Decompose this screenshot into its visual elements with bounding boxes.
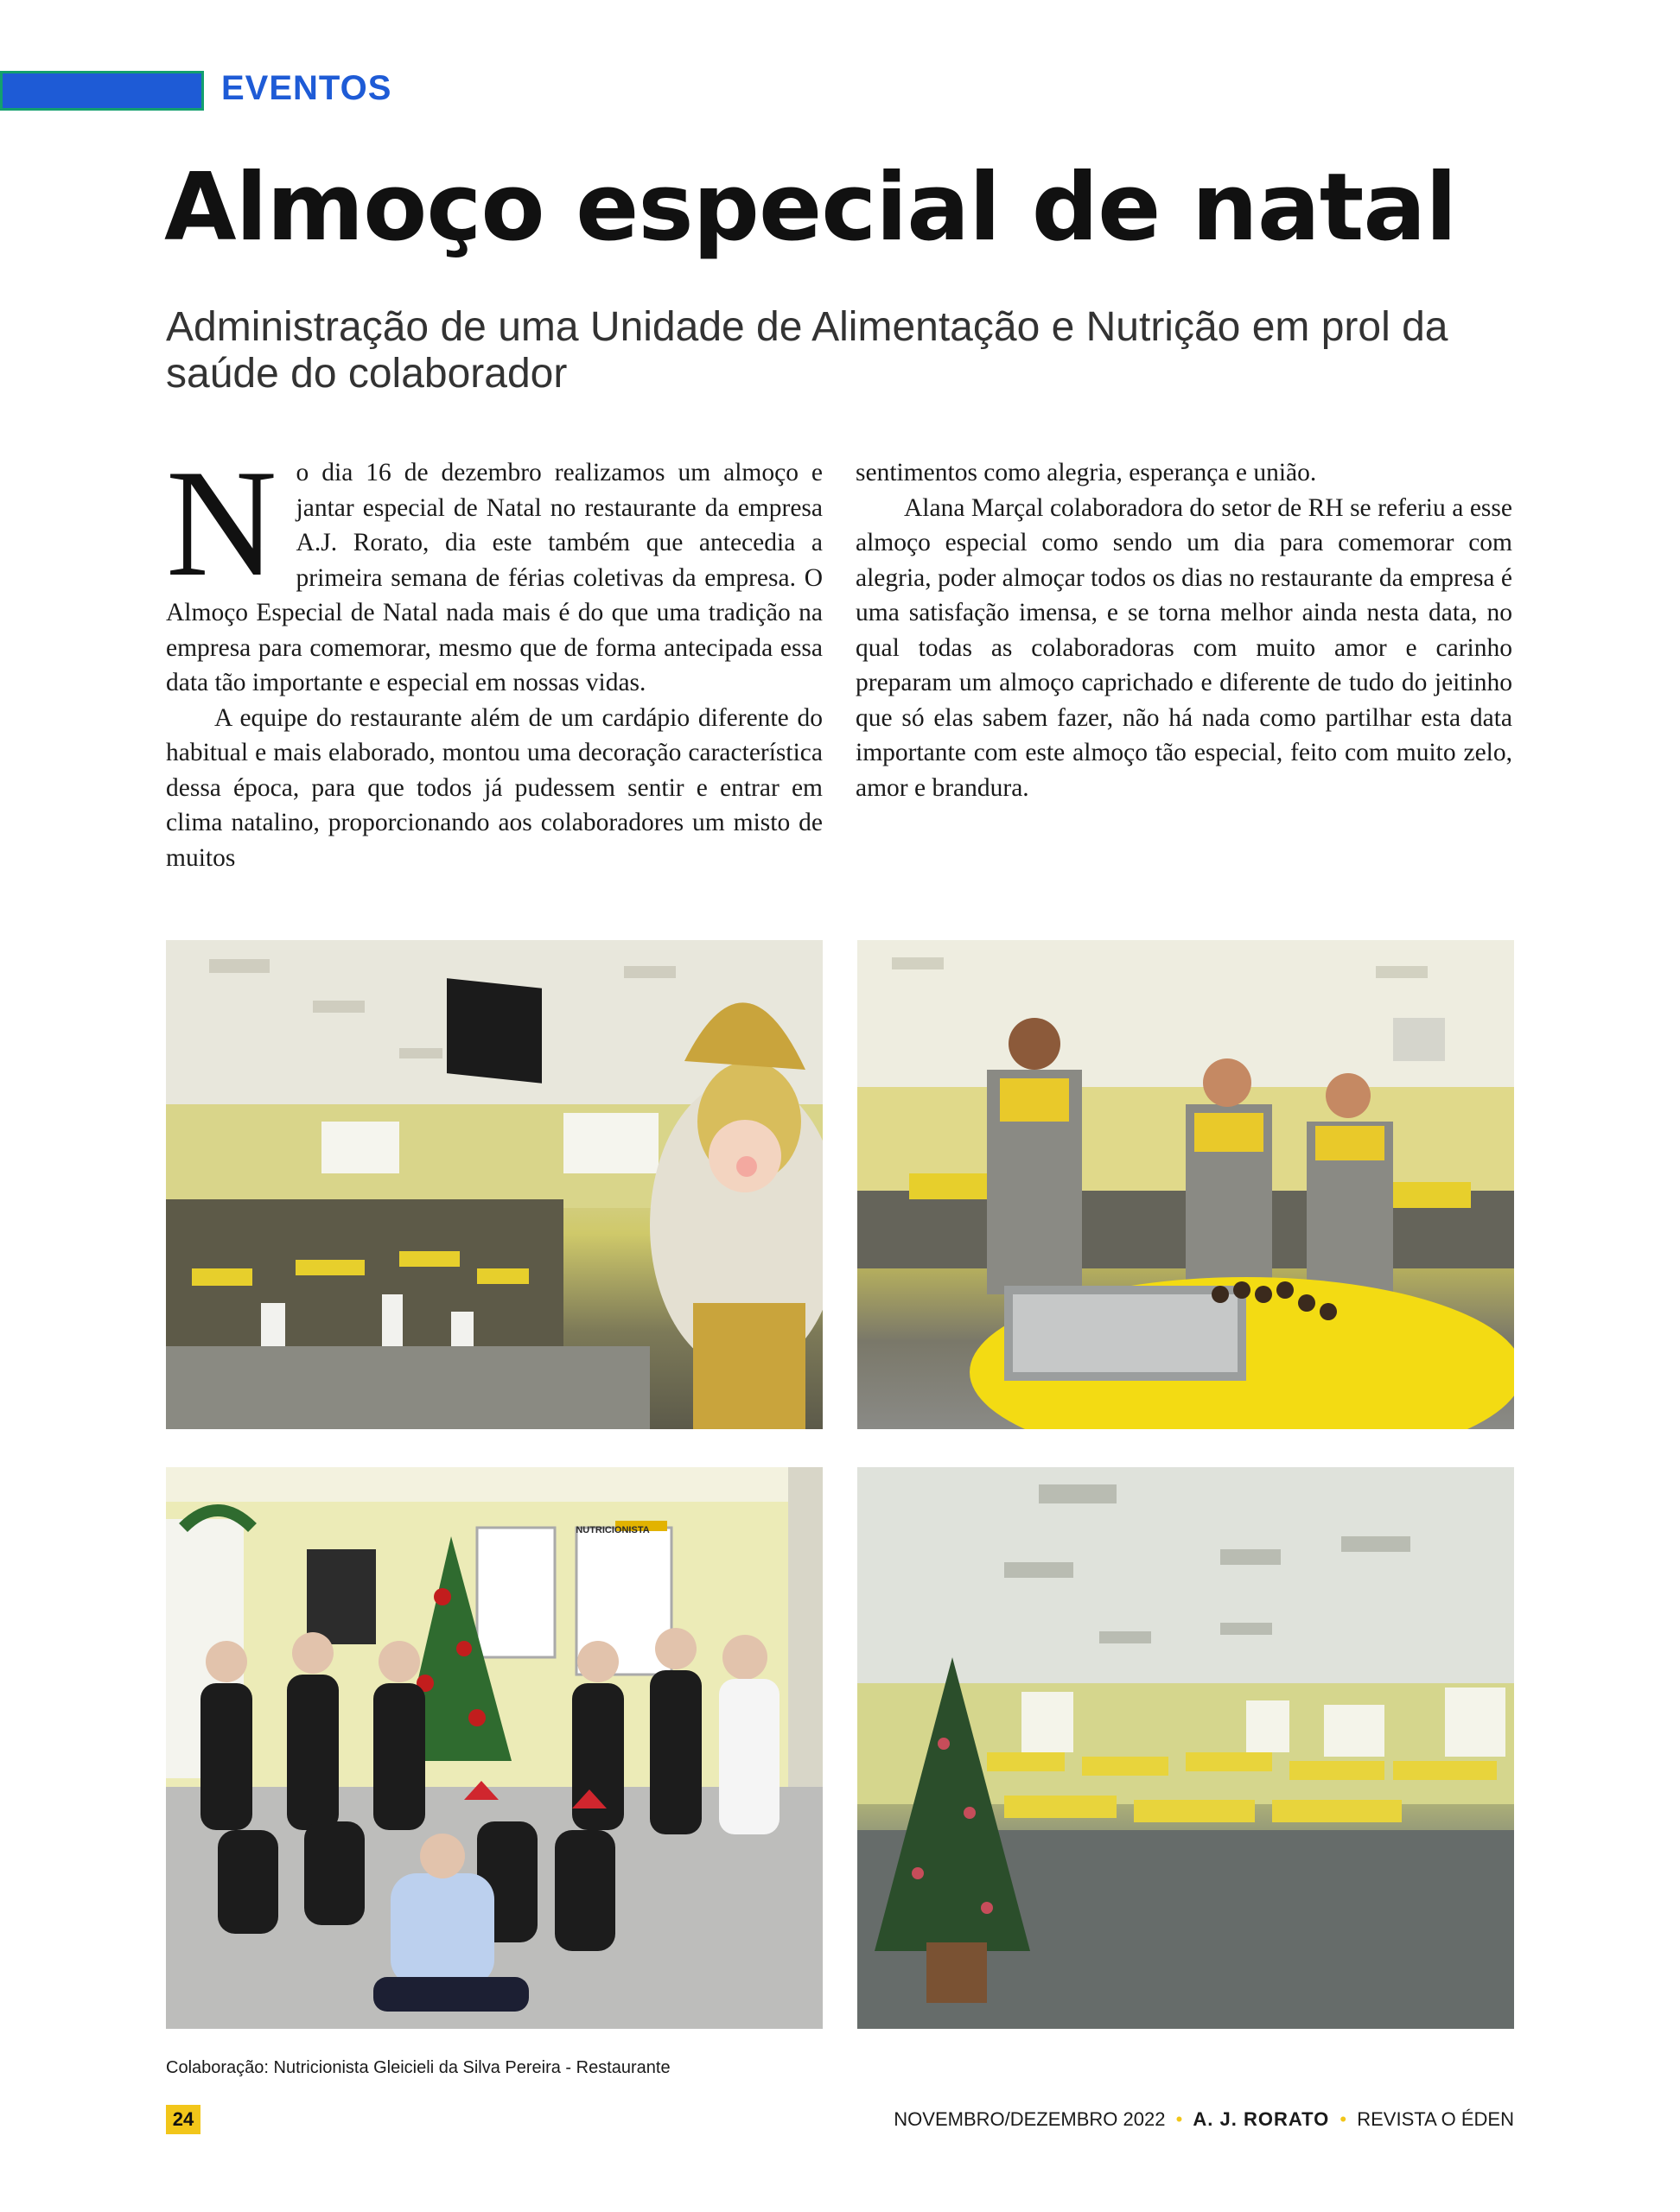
section-color-bar bbox=[0, 71, 204, 111]
paragraph-text: o dia 16 de dezembro realizamos um almoço e jantar especial de Natal no restaurante da empresa A.J. Rorato, dia este também que antecedia a primeira semana de férias coletivas da empresa. O Almoço Especial de Natal nada mais é do que uma tradição na empresa para comemorar, mesmo que de forma antecipada essa data tão importante e especial em nossas vidas. bbox=[166, 459, 823, 696]
article-title: Almoço especial de natal bbox=[164, 154, 1457, 262]
page-number: 24 bbox=[166, 2105, 200, 2134]
article-paragraph bbox=[166, 437, 823, 701]
article-subtitle: Administração de uma Unidade de Alimentação e Nutrição em prol da saúde do colaborador bbox=[166, 304, 1448, 397]
article-paragraph: A equipe do restaurante além de um cardápio diferente do habitual e mais elaborado, montou uma decoração característica dessa época, para que todos já pudessem sentir e entrar em clima natalino, proporcionando aos colaboradores um misto de muitos bbox=[166, 703, 823, 872]
photo-illustration bbox=[857, 1467, 1514, 2029]
photo-illustration bbox=[166, 1467, 823, 2029]
photo-empty-hall-tree bbox=[857, 1467, 1514, 2029]
photo-illustration bbox=[166, 940, 823, 1429]
photo-caption: Colaboração: Nutricionista Gleicieli da Silva Pereira - Restaurante bbox=[166, 2058, 671, 2077]
page-footer bbox=[894, 2108, 1514, 2131]
separator-dot: • bbox=[1340, 2108, 1347, 2130]
article-column-left bbox=[166, 437, 823, 875]
company-name: A. J. RORATO bbox=[1193, 2108, 1330, 2130]
issue-date: NOVEMBRO/DEZEMBRO 2022 bbox=[894, 2108, 1166, 2130]
separator-dot: • bbox=[1175, 2108, 1183, 2130]
article-paragraph: sentimentos como alegria, esperança e união. bbox=[856, 459, 1317, 486]
photo-serving-table bbox=[857, 940, 1514, 1429]
article-paragraph: Alana Marçal colaboradora do setor de RH se referiu a esse almoço especial como sendo um dia para comemorar com alegria, poder almoçar todos os dias no restaurante da empresa é uma satisfação imensa, e se torna melhor ainda nesta data, no qual todas as colaboradoras com muito amor e carinho preparam um almoço caprichado e diferente de tudo do jeitinho que só elas sabem fazer, não há nada como partilhar esta data importante com este almoço tão especial, feito com muito zelo, amor e brandura. bbox=[856, 493, 1512, 802]
nutricionista-sign: NUTRICIONISTA bbox=[576, 1525, 650, 1535]
drop-cap: N bbox=[166, 437, 277, 608]
magazine-name: REVISTA O ÉDEN bbox=[1357, 2108, 1514, 2130]
photo-illustration bbox=[857, 940, 1514, 1429]
photo-kitchen-team bbox=[166, 1467, 823, 2029]
section-label: EVENTOS bbox=[221, 69, 392, 107]
photo-dining-hall-santa bbox=[166, 940, 823, 1429]
article-column-right bbox=[856, 455, 1512, 805]
